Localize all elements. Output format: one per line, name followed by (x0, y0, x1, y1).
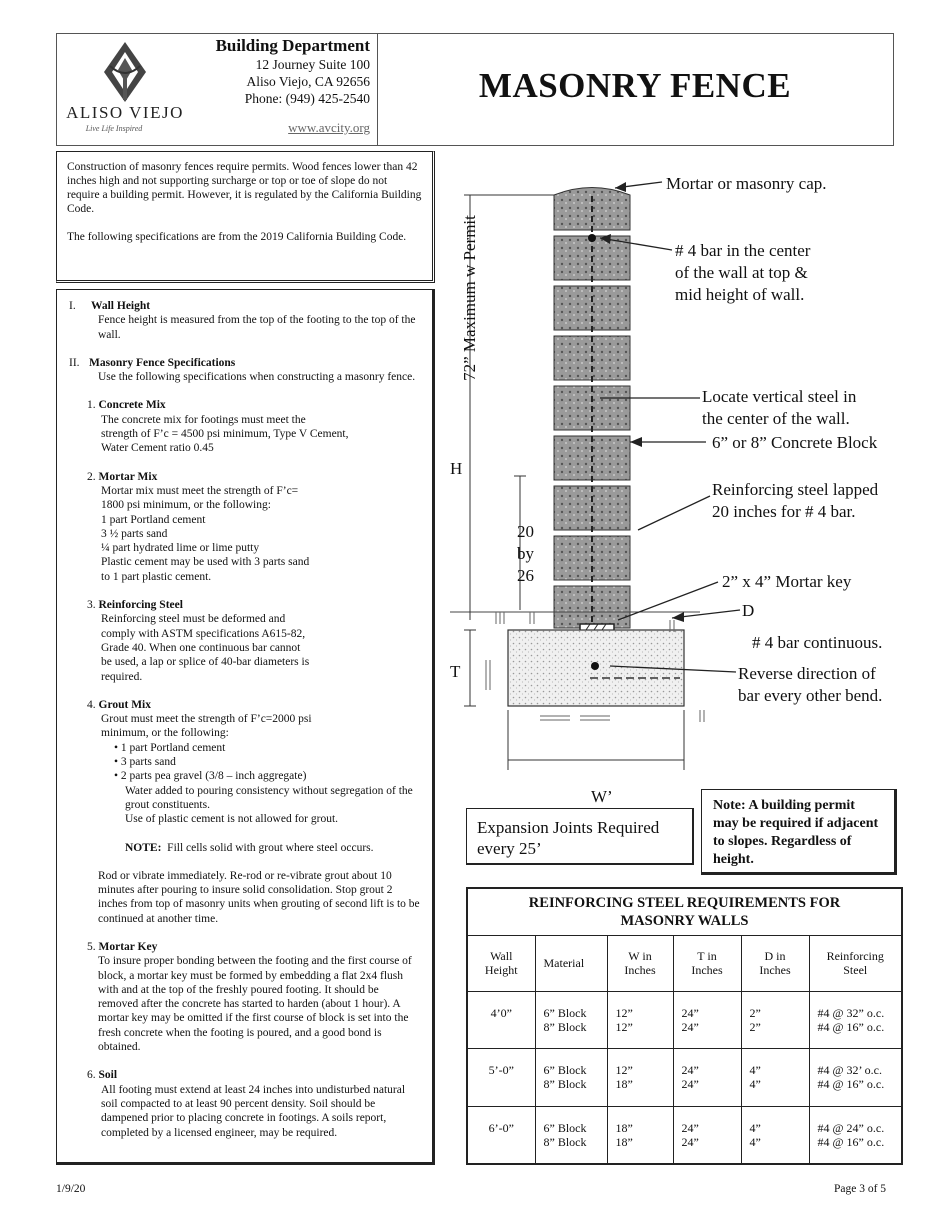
logo-wordmark: ALISO VIEJO (66, 103, 184, 122)
cell-d: 4” 4” (741, 1106, 809, 1164)
soil-heading: 6. Soil (87, 1069, 118, 1082)
table-row (467, 991, 902, 1049)
concrete-mix-text: The concrete mix for footings must meet the strength of F’c = 4500 psi minimum, Type V Cement, Water Cement ratio 0.45 (101, 413, 349, 455)
intro-box (56, 151, 435, 283)
mortar-key-text: To insure proper bonding between the footing and the first course of block, a mortar key must be formed by embedding a flat 2x4 flush with and at the top of the freshly poured footing. It should be removed after the concrete has started to harden (about 1 hour). A mortar key may be omitted if the first course of block is set into the fresh concrete when the footing is poured, and a good bond is obtained. (98, 955, 412, 1054)
cell-height: 4’0” (467, 991, 535, 1049)
label-reverse-2: bar every other bend. (738, 686, 883, 705)
label-lap-2: 20 inches for # 4 bar. (712, 502, 856, 521)
department-title: Building Department (215, 36, 370, 55)
table-title: REINFORCING STEEL REQUIREMENTS FOR MASONRY WALLS (467, 888, 902, 936)
cell-t: 24” 24” (673, 1106, 741, 1164)
label-concrete-block: 6” or 8” Concrete Block (712, 433, 878, 452)
label-w: W’ (591, 787, 613, 806)
label-t: T (450, 662, 461, 681)
specifications-box (56, 289, 435, 1165)
grout-mix-heading: 4. Grout Mix (87, 698, 151, 711)
cell-steel: #4 @ 32’ o.c. #4 @ 16” o.c. (809, 1049, 902, 1107)
cell-t: 24” 24” (673, 1049, 741, 1107)
label-d: D (742, 601, 755, 620)
cell-steel: #4 @ 32” o.c. #4 @ 16” o.c. (809, 991, 902, 1049)
mortar-mix-heading: 2. Mortar Mix (87, 470, 158, 483)
cell-material: 6” Block 8” Block (535, 991, 607, 1049)
grout-note: NOTE: Fill cells solid with grout where steel occurs. (125, 841, 374, 854)
cell-height: 6’-0” (467, 1106, 535, 1164)
logo-tagline: Live Life Inspired (85, 124, 143, 133)
label-vertical-steel-2: the center of the wall. (702, 409, 850, 428)
reinforcing-steel-heading: 3. Reinforcing Steel (87, 599, 183, 612)
cell-d: 2” 2” (741, 991, 809, 1049)
rod-vibrate-text: Rod or vibrate immediately. Re-rod or re-vibrate grout about 10 minutes after pouring to insure solid consolidation. Stop grout 2 inches from top of masonry units when grouting of second lift is to be continued at another time. (98, 869, 420, 925)
intro-paragraph-2: The following specifications are from the 2019 California Building Code. (67, 231, 407, 243)
cell-d: 4” 4” (741, 1049, 809, 1107)
label-bar-top-3: mid height of wall. (675, 285, 805, 304)
label-lap-20: 20 (517, 522, 534, 541)
label-bar-top-2: of the wall at top & (675, 263, 808, 282)
table-row (467, 1106, 902, 1164)
label-h: H (450, 459, 463, 478)
footer-page-number: Page 3 of 5 (834, 1183, 887, 1195)
expansion-joints-box: Expansion Joints Required every 25’ (466, 808, 694, 865)
label-bar-top-1: # 4 bar in the center (675, 241, 811, 260)
label-lap-by: by (517, 544, 534, 563)
header-wall-height: Wall Height (467, 936, 535, 992)
page-title: MASONRY FENCE (478, 66, 792, 105)
cell-w: 18” 18” (607, 1106, 673, 1164)
reinforcing-steel-text: Reinforcing steel must be deformed and comply with ASTM specifications A615-82, Grade 40. When one continuous bar cannot be used, a lap or splice of 40-bar diameters is required. (101, 613, 310, 683)
section-specs-text: Use the following specifications when constructing a masonry fence. (98, 371, 416, 384)
slope-note-box: Note: A building permit may be required if adjacent to slopes. Regardless of height. (701, 789, 897, 875)
mortar-key-heading: 5. Mortar Key (87, 940, 158, 953)
cell-height: 5’-0” (467, 1049, 535, 1107)
address-line-2: Aliso Viejo, CA 92656 (246, 74, 370, 89)
grout-mix-text: Grout must meet the strength of F’c=2000 psi minimum, or the following: (101, 713, 312, 740)
phone-number: Phone: (949) 425-2540 (244, 91, 370, 106)
department-info (190, 36, 370, 107)
cell-w: 12” 12” (607, 991, 673, 1049)
grout-mix-notes: Water added to pouring consistency without segregation of the grout constituents. Use of plastic cement is not allowed for grout. NOTE: Fill cells solid with grout where steel occurs. (69, 784, 420, 855)
label-mortar-cap: Mortar or masonry cap. (666, 174, 827, 193)
label-height-max: 72” Maximum w Permit (460, 215, 479, 381)
website-link[interactable]: www.avcity.org (288, 120, 370, 135)
footer-date: 1/9/20 (56, 1183, 86, 1195)
label-bar-continuous: # 4 bar continuous. (752, 633, 883, 652)
header-steel: Reinforcing Steel (809, 936, 902, 992)
label-lap-1: Reinforcing steel lapped (712, 480, 879, 499)
label-lap-26: 26 (517, 566, 534, 585)
header-divider (377, 33, 378, 146)
label-vertical-steel-1: Locate vertical steel in (702, 387, 857, 406)
address-line-1: 12 Journey Suite 100 (255, 57, 370, 72)
masonry-fence-diagram (440, 150, 945, 810)
label-reverse-1: Reverse direction of (738, 664, 876, 683)
section-wall-height-heading: I. Wall Height (69, 300, 151, 312)
concrete-mix-heading: 1. Concrete Mix (87, 399, 166, 412)
mortar-mix-text: Mortar mix must meet the strength of F’c= 1800 psi minimum, or the following: 1 part Portland cement 3 ½ parts sand ¼ part hydrated lime or lime putty Plastic cement may be used with 3 parts sand to 1 part plastic cement. (101, 484, 310, 583)
soil-text: All footing must extend at least 24 inches into undisturbed natural soil compacted to at least 90 percent density. Soil should be dampened prior to placing concrete in footings. A soils report, completed by a licensed engineer, may be required. (101, 1083, 406, 1139)
cell-w: 12” 18” (607, 1049, 673, 1107)
label-mortar-key: 2” x 4” Mortar key (722, 572, 852, 591)
section-specs-heading: II. Masonry Fence Specifications (69, 356, 236, 369)
cell-material: 6” Block 8” Block (535, 1106, 607, 1164)
header-d: D in Inches (741, 936, 809, 992)
header-w: W in Inches (607, 936, 673, 992)
header-t: T in Inches (673, 936, 741, 992)
table-header-row (467, 936, 902, 992)
reinforcing-steel-table (466, 887, 903, 1165)
grout-mix-list: • 1 part Portland cement • 3 parts sand • 2 parts pea gravel (3/8 – inch aggregate) (114, 741, 307, 783)
cell-material: 6” Block 8” Block (535, 1049, 607, 1107)
header-material: Material (535, 936, 607, 992)
intro-paragraph-1: Construction of masonry fences require permits. Wood fences lower than 42 inches high and not supporting surcharge or top or toe of slope do not require a building permit. However, it is regulated by the California Building Code. (67, 161, 422, 215)
cell-steel: #4 @ 24” o.c. #4 @ 16” o.c. (809, 1106, 902, 1164)
cell-t: 24” 24” (673, 991, 741, 1049)
table-row (467, 1049, 902, 1107)
section-wall-height-text: Fence height is measured from the top of the footing to the top of the wall. (98, 314, 416, 341)
